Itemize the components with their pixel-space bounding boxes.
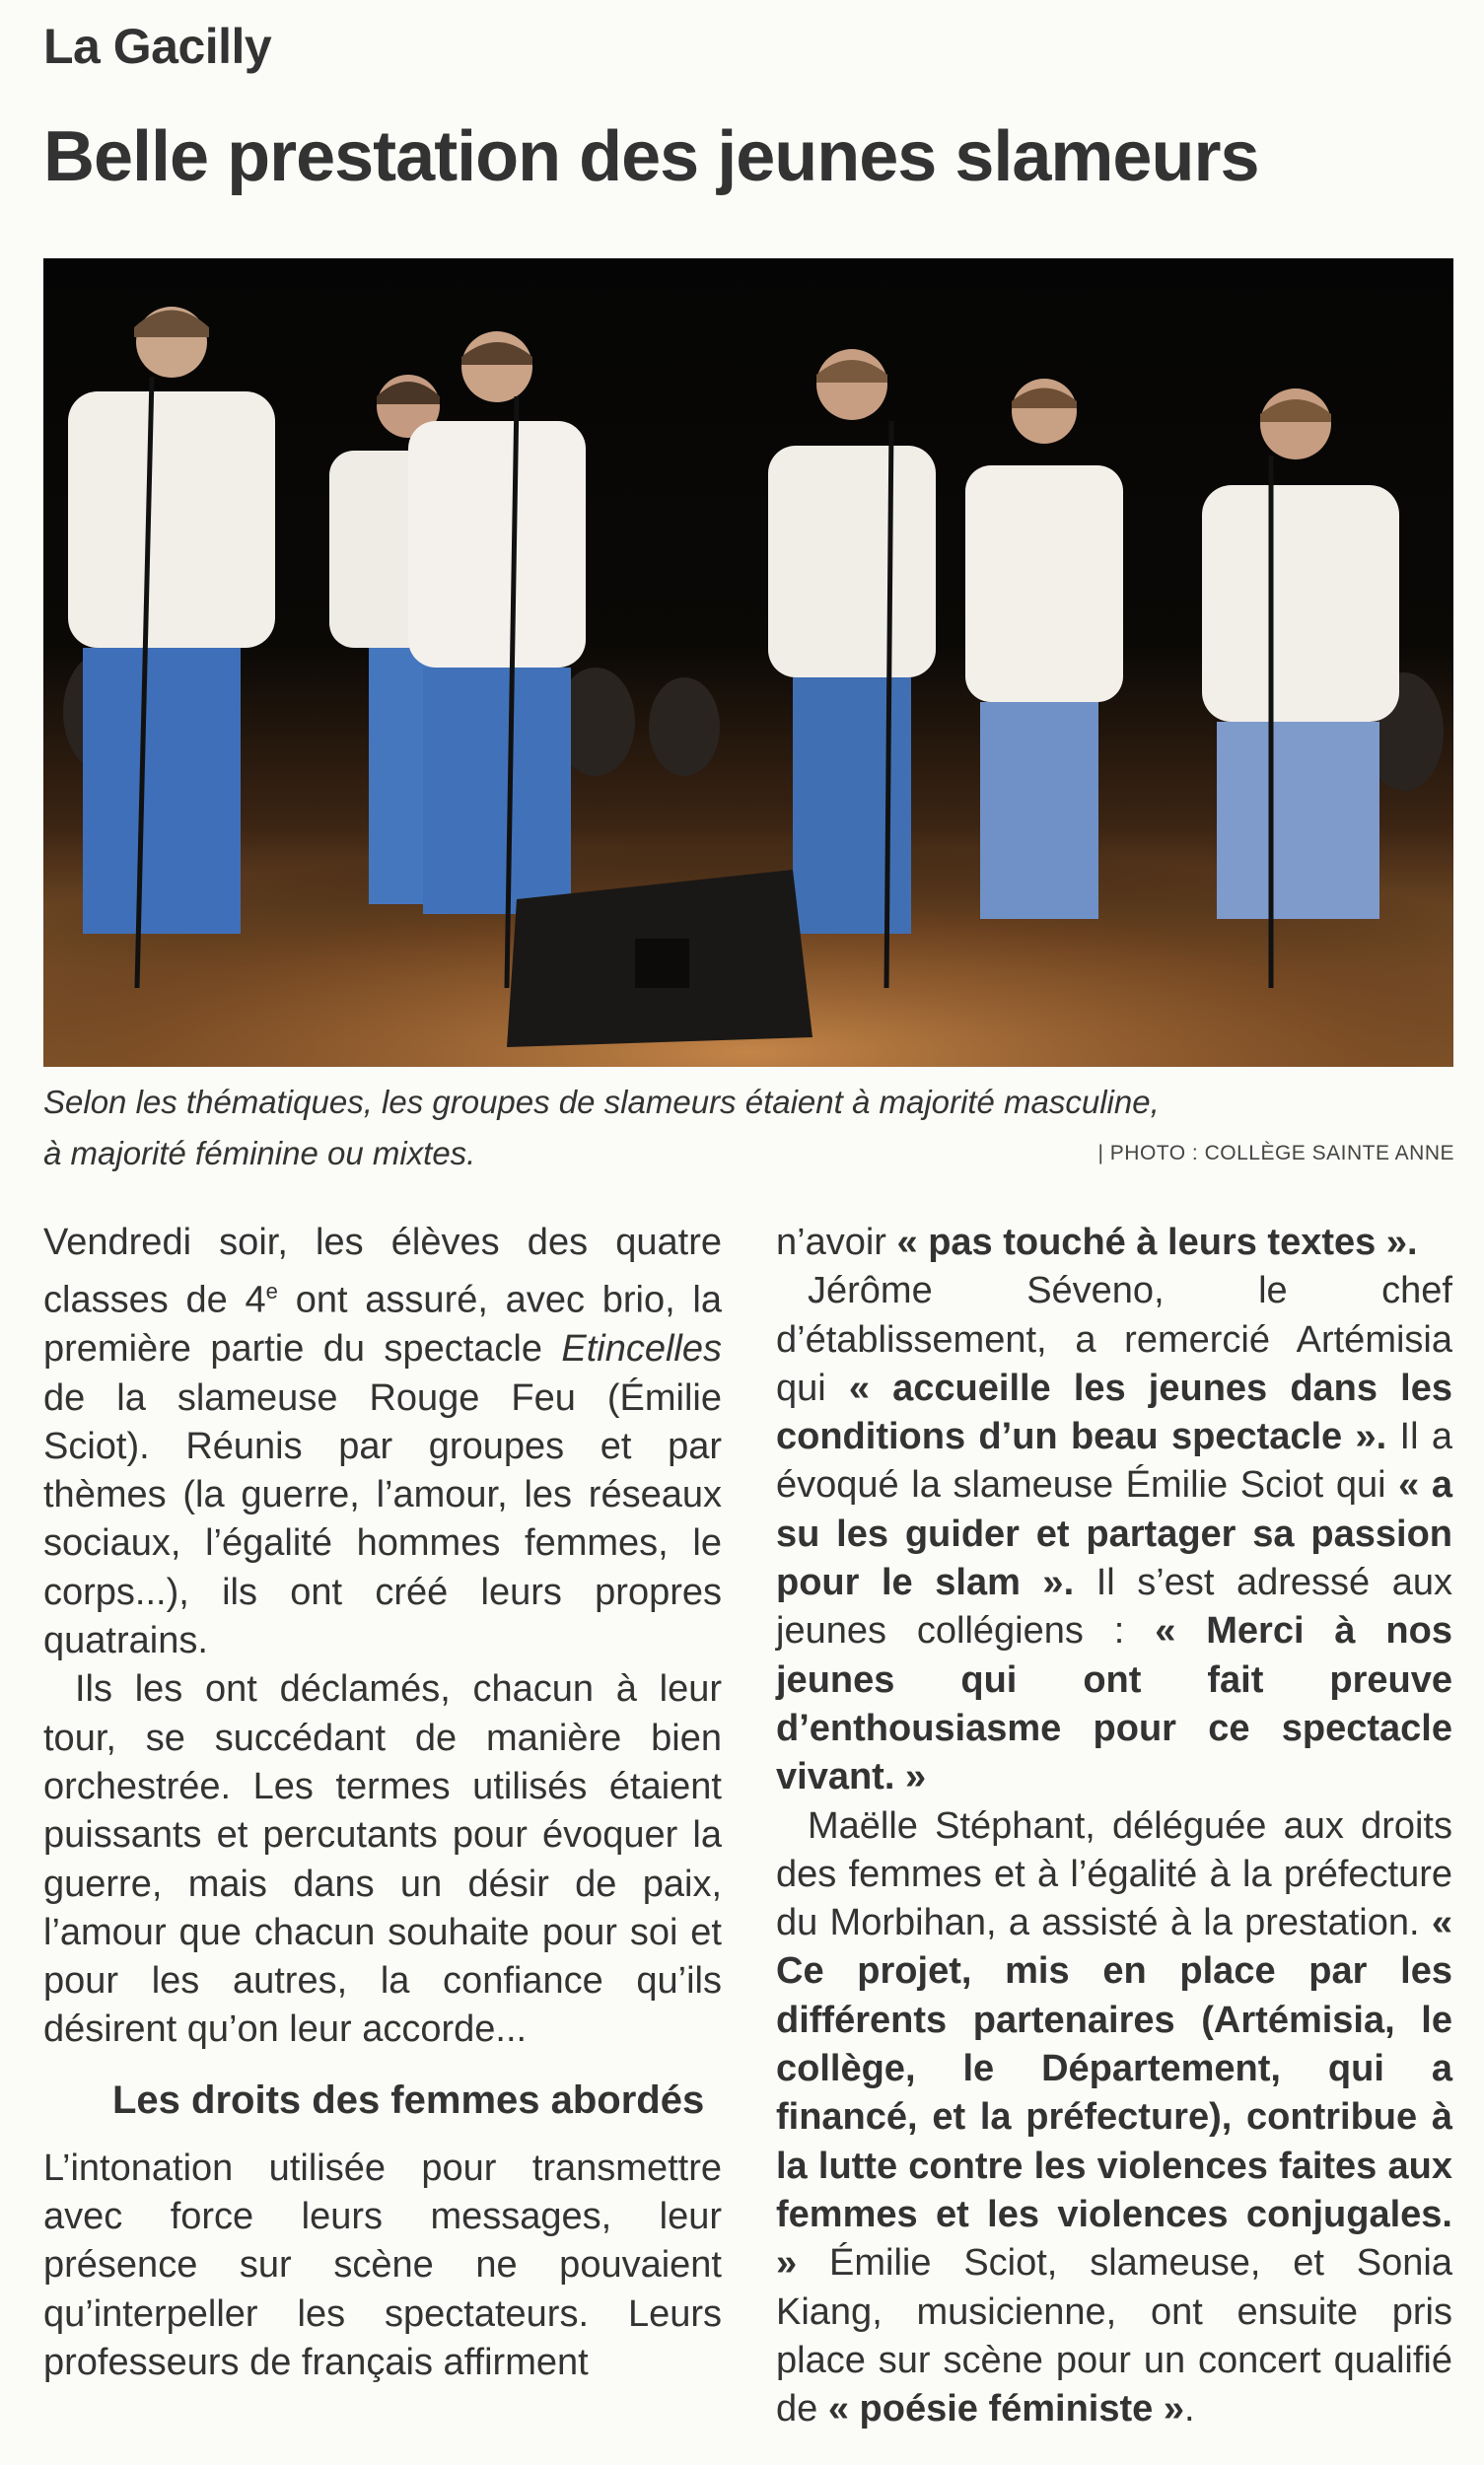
photo-caption-line1: Selon les thématiques, les groupes de slameurs étaient à majorité masculine, [43,1084,1160,1120]
section-kicker: La Gacilly [43,19,272,74]
paragraph-2: Ils les ont déclamés, chacun à leur tour, se succédant de manière bien orchestrée. Les termes utilisés étaient puissants et percutants pour évoquer la guerre, mais dans un désir de paix, l’amour que chacun souhaite pour soi et pour les autres, la confiance qu’ils désirent qu’on leur accorde... [43,1668,722,2051]
p5-text-a: Maëlle Stéphant, déléguée aux droits des femmes et à l’égalité à la préfecture du Morbihan, a assisté à la prestation. [776,1804,1452,1944]
p4-text-c: Il s’est adressé aux jeunes collégiens : [776,1562,1453,1653]
show-title: Etincelles [561,1328,722,1371]
paragraph-5 [776,1802,1452,2434]
p5-quote-1: « Ce projet, mis en place par les différents partenaires (Artémisia, le collège, le Département, qui a financé, et la préfecture), contribue à la lutte contre les violences faites aux femmes et les violences conjugales. » [776,1902,1452,2285]
p4-quote-2: « a su les guider et partager sa passion pour le slam ». [776,1464,1453,1604]
slam-performance-photo [43,258,1453,1067]
p4-text-b: Il a évoqué la slameuse Émilie Sciot qui [776,1416,1452,1507]
p3-cont-quote: « pas touché à leurs textes ». [896,1222,1418,1263]
photo-caption-line2: à majorité féminine ou mixtes. [43,1135,476,1171]
p5-text-c: . [1183,2388,1195,2430]
p1-superscript: e [265,1279,278,1304]
article-photo [43,258,1453,1067]
article-column-left [43,1219,722,2387]
p4-text-a: Jérôme Séveno, le chef d’établissement, a remercié Artémisia qui [776,1270,1452,1409]
p3-cont-text: n’avoir [776,1222,897,1263]
article-headline: Belle prestation des jeunes slameurs [43,117,1259,196]
p1-text-c: de la slameuse Rouge Feu (Émilie Sciot). Réunis par groupes et par thèmes (la guerre, l’amour, les réseaux sociaux, l’égalité hommes femmes, le corps...), ils ont créé leurs propres quatrains. [43,1376,722,1662]
p1-text-a: Vendredi soir, les élèves des quatre classes de 4 [43,1222,722,1321]
paragraph-1 [43,1219,722,1665]
photo-credit: | PHOTO : COLLÈGE SAINTE ANNE [1097,1142,1454,1164]
article-subhead: Les droits des femmes abordés [112,2078,705,2122]
article-column-right [776,1219,1452,2433]
p5-text-b: Émilie Sciot, slameuse, et Sonia Kiang, musicienne, ont ensuite pris place sur scène pour un concert qualifié de [776,2242,1452,2430]
paragraph-3: L’intonation utilisée pour transmettre avec force leurs messages, leur présence sur scène ne pouvaient qu’interpeller les spectateurs. Leurs professeurs de français affirment [43,2147,722,2383]
paragraph-3-continued [776,1219,1452,1267]
p5-quote-2: « poésie féministe » [827,2388,1184,2430]
p4-quote-3: « Merci à nos jeunes qui ont fait preuve d’enthousiasme pour ce spectacle vivant. » [776,1610,1452,1798]
paragraph-4 [776,1267,1452,1801]
p4-quote-1: « accueille les jeunes dans les conditions d’un beau spectacle ». [776,1367,1452,1458]
p1-text-b: ont assuré, avec brio, la première partie du spectacle [43,1279,722,1371]
